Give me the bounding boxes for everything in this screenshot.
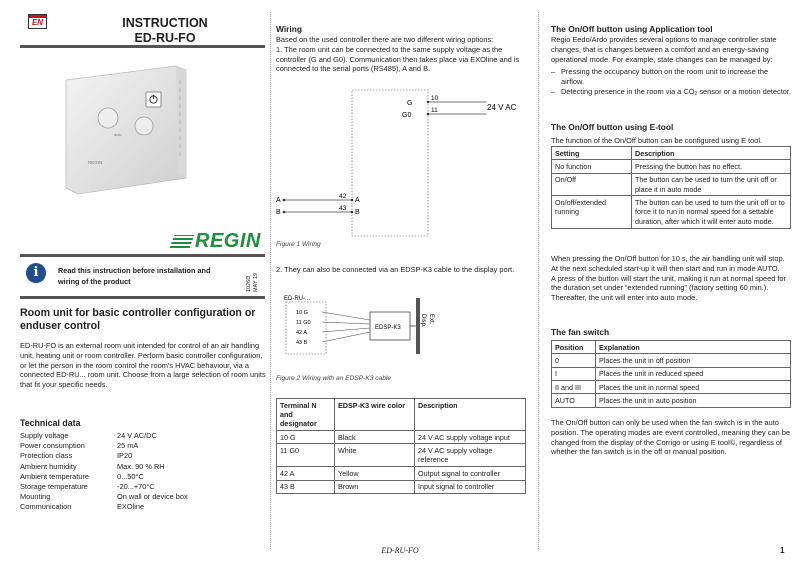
table-cell: 43 B [277,480,335,493]
table-row [552,367,791,380]
cable-label: EDSP-K3 [375,325,401,331]
table-cell: No function [552,160,632,173]
table-cell: Black [335,431,415,444]
info-rule [20,254,265,257]
label-right-a: A [355,197,360,204]
table-cell: 11 G0 [277,444,335,467]
spec-key: Ambient humidity [20,461,77,471]
device-image [58,60,194,200]
intro-paragraph: ED-RU-FO is an external room unit intended for control of an air handling unit, heating unit or room controller. Perform basic controller configuration, or let the person in the room control the room’s HVAC behaviour, via a connected ED-RU... room unit. Choose from a large selection of room units that fit your specific needs. [20,341,266,390]
label-b: B [276,209,281,216]
label-24vac: 24 V AC [487,103,517,112]
table-cell: 42 A [277,467,335,480]
figure-1-caption: Figure 1 Wiring [276,241,321,248]
onoff-app-list [551,67,791,97]
column-header: Description [632,147,791,160]
column-header: Terminal N and designator [277,399,335,431]
info-icon: i [26,263,46,283]
table-row [552,173,791,196]
onoff-app-paragraph: Regio Eedo/Ardo provides several options to manage controller state changes, that is changes between a comfort and an energy-saving operational mode. For example, state changes can be managed by: [551,35,777,64]
table-row [20,502,270,512]
column-header: Position [552,341,596,354]
spec-key: Communication [20,502,72,512]
table-cell: Places the unit in auto position [596,394,791,407]
table-cell: II and III [552,381,596,394]
table-row [20,441,270,451]
wiring-option-2: 2. They can also be connected via an EDSP-K3 cable to the display port. [276,265,515,274]
page-number: 1 [780,546,785,555]
table-cell: On/off/extended running [552,196,632,228]
table-cell: Places the unit in normal speed [596,381,791,394]
table-row [277,431,526,444]
table-cell: The button can be used to turn the unit off or to force it to run in normal speed for a settable duration, after which it will enter auto mode. [632,196,791,228]
label-a: A [276,197,281,204]
table-row [552,394,791,407]
fan-switch-paragraph: The On/Off button can only be used when the fan switch is in the auto position. The operating modes are event controlled, meaning they can be changed from the display of the Corrigo or using E tool©, regardless of whether the fan switch is in the off or manual position. [551,418,790,457]
technical-data-table [20,431,270,513]
onoff-etool-paragraph: The function of the On/Off button can be configured using E tool. [551,136,763,145]
pin-10g: 10 G [296,310,308,316]
spec-value: EXOline [117,502,145,512]
table-cell: Places the unit in reduced speed [596,367,791,380]
etool-settings-table [551,146,791,229]
spec-key: Storage temperature [20,481,88,491]
label-g: G [407,100,413,107]
disp-label: Disp. [420,314,426,328]
brand-logo: REGIN [172,228,261,254]
spec-key: Protection class [20,451,73,461]
table-cell: White [335,444,415,467]
wiring-diagram-2 [276,288,526,360]
onoff-app-heading: The On/Off button using Application tool [551,24,713,34]
unit-label: ED-RU-... [284,296,310,302]
table-row [20,431,270,441]
table-cell: AUTO [552,394,596,407]
column-header: Explanation [596,341,791,354]
table-row [20,482,270,492]
technical-data-heading: Technical data [20,418,81,428]
language-logo: EN [28,14,47,29]
product-heading: Room unit for basic controller configuration or enduser control [20,307,256,333]
spec-key: Power consumption [20,441,85,451]
wiring-intro: Based on the used controller there are two different wiring options: 1. The room unit can be connected to the same supply voltage as the controller (G and G0). Communication then takes place via EXOline and is connected to the serial ports (RS485), A and B. [276,35,520,74]
table-row [552,196,791,228]
label-42: 42 [339,193,347,200]
table-cell: On/Off [552,173,632,196]
table-row [552,354,791,367]
label-11: 11 [431,107,438,114]
header-rule [20,45,265,48]
spec-value: Max. 90 % RH [117,461,165,471]
onoff-etool-heading: The On/Off button using E-tool [551,122,674,132]
column-header: Description [415,399,526,431]
pin-42a: 42 A [296,330,308,336]
version-stamp: 1026D MAY 19 [246,272,259,292]
spec-value: 25 mA [117,441,139,451]
table-cell: Yellow [335,467,415,480]
table-cell: 10 G [277,431,335,444]
wiring-diagram-1 [276,88,526,238]
press-paragraph: When pressing the On/Off button for 10 s, the air handling unit will stop. At the next scheduled start-up it will then start and run in mode AUTO. A press of the button will start the unit, making it run at normal speed for the duration set under “extended running” (factory setting 60 min.). Thereafter, the unit will enter into auto mode. [551,254,786,303]
table-row [20,451,270,461]
footer-doc-name: ED-RU-FO [381,546,419,555]
spec-key: Supply voltage [20,431,69,440]
table-cell: Pressing the button has no effect. [632,160,791,173]
spec-value: -20...+70°C [117,481,155,491]
spec-value: 0...50°C [117,471,144,481]
spec-value: IP20 [117,451,133,461]
table-row [20,472,270,482]
pin-43b: 43 B [296,340,308,346]
wiring-heading: Wiring [276,24,302,34]
ext-label: Ext. [428,314,434,325]
label-g0: G0 [402,112,412,119]
table-cell: Places the unit in off position [596,354,791,367]
table-row [20,492,270,502]
spec-value: On wall or device box [117,492,188,502]
svg-text:REGIN: REGIN [88,160,103,165]
table-row [552,381,791,394]
spec-key: Mounting [20,492,51,502]
info-note: Read this instruction before installation and wiring of the product [58,266,211,286]
table-cell: Output signal to controller [415,467,526,480]
list-item: – Pressing the occupancy button on the room unit to increase the airflow. [551,67,791,87]
column-header: Setting [552,147,632,160]
table-cell: 24 V AC supply voltage reference [415,444,526,467]
pin-11g0: 11 G0 [296,320,311,326]
wiring-table [276,398,526,494]
spec-key: Ambient temperature [20,471,90,481]
label-10: 10 [431,95,439,102]
table-cell: I [552,367,596,380]
table-cell: The button can be used to turn the unit off or place it in auto mode [632,173,791,196]
table-row [277,444,526,467]
section-rule [20,296,265,299]
column-divider [538,12,539,549]
table-cell: Input signal to controller [415,480,526,493]
fan-switch-heading: The fan switch [551,327,610,337]
label-43: 43 [339,205,347,212]
table-row [277,480,526,493]
figure-2-caption: Figure 2 Wiring with an EDSP-K3 cable [276,375,392,382]
document-title: INSTRUCTION ED-RU-FO [122,16,208,45]
table-row [277,467,526,480]
table-cell: 24 V AC supply voltage input [415,431,526,444]
table-cell: 0 [552,354,596,367]
column-divider [270,12,271,549]
label-right-b: B [355,209,360,216]
table-row [552,160,791,173]
fan-switch-table [551,340,791,408]
spec-value: 24 V AC/DC [117,431,157,440]
list-item: – Detecting presence in the room via a $CO_2$ sensor or a motion detector. [551,87,791,98]
column-header: EDSP-K3 wire color [335,399,415,431]
svg-text:auto: auto [114,132,122,137]
table-cell: Brown [335,480,415,493]
table-row [20,462,270,472]
